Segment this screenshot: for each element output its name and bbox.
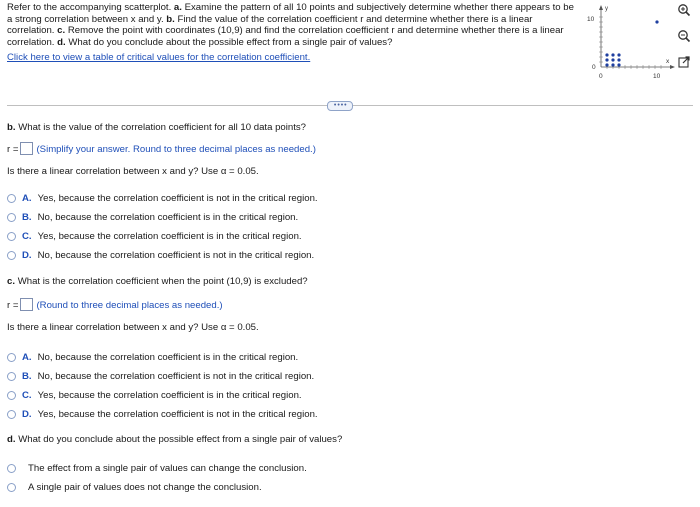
part-b-question-label: b. <box>7 122 16 133</box>
part-c-text: Remove the point with coordinates (10,9) and find the correlation coefficient r and determine whether there is a linear <box>67 25 564 37</box>
part-b-option-a[interactable] <box>7 193 318 204</box>
problem-statement <box>7 2 597 48</box>
part-c-answer-row <box>7 298 223 311</box>
scatterplot-thumbnail[interactable] <box>586 2 676 84</box>
intro-line4: correlation. <box>7 36 55 48</box>
part-b-question-text: What is the value of the correlation coefficient for all 10 data points? <box>18 122 307 133</box>
option-text: Yes, because the correlation coefficient is in the critical region. <box>37 390 302 401</box>
option-letter: C. <box>22 390 32 401</box>
radio-button[interactable] <box>7 232 16 241</box>
critical-values-link[interactable]: Click here to view a table of critical values for the correlation coefficient. <box>7 52 311 63</box>
part-c-label: c. <box>57 25 66 37</box>
r-answer-input-c[interactable] <box>20 298 33 311</box>
intro-line2: a strong correlation between x and y. <box>7 13 164 25</box>
data-point <box>611 63 614 66</box>
data-point <box>617 63 620 66</box>
part-c-question <box>7 276 308 287</box>
part-d-text: What do you conclude about the possible effect from a single pair of values? <box>68 36 393 48</box>
popout-icon[interactable] <box>677 55 691 69</box>
option-letter: D. <box>22 409 32 420</box>
part-b-question <box>7 122 306 133</box>
r-label: r = <box>7 300 19 311</box>
answer-hint: (Simplify your answer. Round to three decimal places as needed.) <box>36 144 316 155</box>
zoom-out-icon[interactable] <box>677 29 691 43</box>
option-letter: A. <box>22 352 32 363</box>
option-text: No, because the correlation coefficient is in the critical region. <box>37 212 299 223</box>
option-letter: C. <box>22 231 32 242</box>
part-b-answer-row <box>7 142 316 155</box>
answer-hint: (Round to three decimal places as needed.) <box>36 300 223 311</box>
part-d-question <box>7 434 342 445</box>
part-b-option-d[interactable] <box>7 250 314 261</box>
data-point <box>617 53 620 56</box>
part-d-question-text: What do you conclude about the possible effect from a single pair of values? <box>18 434 343 445</box>
option-letter: D. <box>22 250 32 261</box>
y-tick-0: 0 <box>592 64 596 71</box>
y-axis-arrow <box>599 5 603 10</box>
zoom-in-icon[interactable] <box>677 3 691 17</box>
x-tick-0: 0 <box>599 73 603 80</box>
option-text: No, because the correlation coefficient is in the critical region. <box>37 352 299 363</box>
intro-line3: correlation. <box>7 25 55 37</box>
radio-button[interactable] <box>7 213 16 222</box>
x-axis-arrow <box>670 65 675 69</box>
data-point <box>611 53 614 56</box>
radio-button[interactable] <box>7 464 16 473</box>
part-c-option-d[interactable] <box>7 409 318 420</box>
option-text: Yes, because the correlation coefficient is in the critical region. <box>37 231 302 242</box>
intro-text: Refer to the accompanying scatterplot. <box>7 2 172 13</box>
radio-button[interactable] <box>7 251 16 260</box>
data-point <box>605 58 608 61</box>
option-text: No, because the correlation coefficient is not in the critical region. <box>37 250 315 261</box>
option-letter: A. <box>22 193 32 204</box>
part-c-option-b[interactable] <box>7 371 314 382</box>
part-c-linear-question: Is there a linear correlation between x and y? Use α = 0.05. <box>7 322 259 333</box>
y-axis-label: y <box>605 6 608 12</box>
option-text: Yes, because the correlation coefficient is not in the critical region. <box>37 193 318 204</box>
radio-button[interactable] <box>7 410 16 419</box>
part-d-label: d. <box>57 36 66 48</box>
part-a-label: a. <box>173 2 182 13</box>
more-button[interactable]: • • • • <box>327 101 353 111</box>
radio-button[interactable] <box>7 353 16 362</box>
part-b-option-c[interactable] <box>7 231 302 242</box>
data-point <box>655 20 658 23</box>
data-point <box>617 58 620 61</box>
option-text: No, because the correlation coefficient is not in the critical region. <box>37 371 315 382</box>
part-b-linear-question: Is there a linear correlation between x and y? Use α = 0.05. <box>7 166 259 177</box>
radio-button[interactable] <box>7 372 16 381</box>
r-answer-input-b[interactable] <box>20 142 33 155</box>
part-c-question-label: c. <box>7 276 16 287</box>
part-d-option-2[interactable] <box>7 482 262 493</box>
part-b-label: b. <box>166 13 175 25</box>
part-c-option-c[interactable] <box>7 390 302 401</box>
part-d-question-label: d. <box>7 434 16 445</box>
data-point <box>611 58 614 61</box>
option-letter: B. <box>22 371 32 382</box>
y-tick-10: 10 <box>587 16 595 23</box>
radio-button[interactable] <box>7 194 16 203</box>
part-d-option-1[interactable] <box>7 463 307 474</box>
data-points <box>605 20 658 66</box>
part-c-question-text: What is the correlation coefficient when the point (10,9) is excluded? <box>17 276 308 287</box>
x-tick-10: 10 <box>653 73 661 80</box>
option-text: Yes, because the correlation coefficient is not in the critical region. <box>37 409 318 420</box>
data-point <box>605 53 608 56</box>
part-c-option-a[interactable] <box>7 352 298 363</box>
x-axis-label: x <box>666 58 670 65</box>
radio-button[interactable] <box>7 483 16 492</box>
option-text: A single pair of values does not change the conclusion. <box>28 482 262 493</box>
option-text: The effect from a single pair of values can change the conclusion. <box>28 463 307 474</box>
part-b-text: Find the value of the correlation coefficient r and determine whether there is a linear <box>177 13 533 25</box>
data-point <box>605 63 608 66</box>
part-b-option-b[interactable] <box>7 212 298 223</box>
part-a-text: Examine the pattern of all 10 points and subjectively determine whether there appears to be <box>184 2 574 13</box>
r-label: r = <box>7 144 19 155</box>
option-letter: B. <box>22 212 32 223</box>
radio-button[interactable] <box>7 391 16 400</box>
